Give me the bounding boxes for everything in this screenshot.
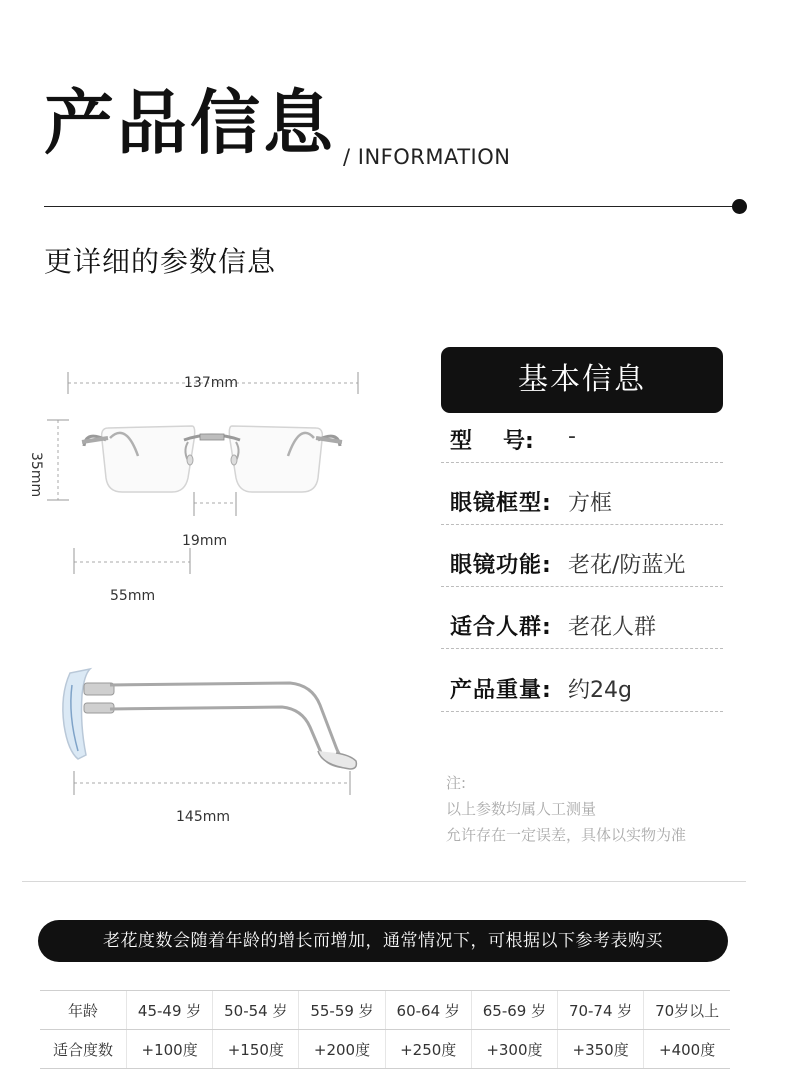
info-row-model bbox=[441, 420, 723, 463]
table-cell-age: 65-69 岁 bbox=[471, 991, 557, 1030]
table-cell-age: 55-59 岁 bbox=[299, 991, 385, 1030]
table-cell-power: +100度 bbox=[127, 1030, 213, 1069]
info-row-weight bbox=[441, 669, 723, 712]
info-label-audience: 适合人群: bbox=[450, 615, 552, 640]
table-row bbox=[40, 991, 730, 1030]
info-label-model-b: 号: bbox=[503, 429, 534, 454]
table-row-label-power: 适合度数 bbox=[40, 1030, 127, 1069]
glasses-front-view-illustration bbox=[20, 360, 420, 620]
info-label-function: 眼镜功能: bbox=[450, 553, 552, 578]
table-cell-age: 70-74 岁 bbox=[558, 991, 644, 1030]
section-heading: 更详细的参数信息 bbox=[44, 245, 277, 278]
info-label-weight: 产品重量: bbox=[450, 678, 552, 703]
info-value-audience: 老花人群 bbox=[568, 615, 657, 640]
page-subtitle: / INFORMATION bbox=[343, 145, 511, 169]
table-cell-power: +200度 bbox=[299, 1030, 385, 1069]
table-cell-age: 45-49 岁 bbox=[127, 991, 213, 1030]
dimension-bridge: 19mm bbox=[182, 533, 228, 549]
table-cell-power: +300度 bbox=[471, 1030, 557, 1069]
dimension-height: 35mm bbox=[28, 452, 44, 498]
info-label-model-a: 型 bbox=[450, 429, 473, 454]
reading-power-reference-table bbox=[40, 990, 730, 1069]
info-value-function: 老花/防蓝光 bbox=[568, 553, 686, 578]
dimension-total-width: 137mm bbox=[184, 375, 238, 391]
info-row-function bbox=[441, 544, 723, 587]
table-cell-age: 60-64 岁 bbox=[385, 991, 471, 1030]
note-line-1: 以上参数均属人工测量 bbox=[446, 800, 597, 818]
reference-banner: 老花度数会随着年龄的增长而增加，通常情况下，可根据以下参考表购买 bbox=[38, 920, 728, 962]
header-divider bbox=[44, 206, 738, 207]
info-row-frame-shape bbox=[441, 482, 723, 525]
table-row bbox=[40, 1030, 730, 1069]
dimension-temple-length: 145mm bbox=[176, 809, 230, 825]
dimension-lens-width: 55mm bbox=[110, 588, 156, 604]
table-cell-age: 50-54 岁 bbox=[213, 991, 299, 1030]
table-cell-power: +150度 bbox=[213, 1030, 299, 1069]
table-cell-age: 70岁以上 bbox=[644, 991, 730, 1030]
table-cell-power: +350度 bbox=[558, 1030, 644, 1069]
section-divider bbox=[22, 881, 746, 882]
info-value-weight: 约24g bbox=[568, 678, 632, 703]
header-divider-dot bbox=[732, 199, 747, 214]
table-cell-power: +250度 bbox=[385, 1030, 471, 1069]
info-value-model: - bbox=[568, 424, 576, 449]
table-cell-power: +400度 bbox=[644, 1030, 730, 1069]
note-line-2: 允许存在一定误差，具体以实物为准 bbox=[446, 826, 687, 844]
table-row-label-age: 年龄 bbox=[40, 991, 127, 1030]
glasses-side-view-illustration bbox=[50, 655, 370, 805]
info-row-audience bbox=[441, 606, 723, 649]
info-value-frame-shape: 方框 bbox=[568, 491, 613, 516]
basic-info-title: 基本信息 bbox=[441, 347, 723, 413]
info-label-frame-shape: 眼镜框型: bbox=[450, 491, 552, 516]
note-title: 注: bbox=[446, 774, 467, 792]
page-title: 产品信息 bbox=[44, 82, 336, 164]
